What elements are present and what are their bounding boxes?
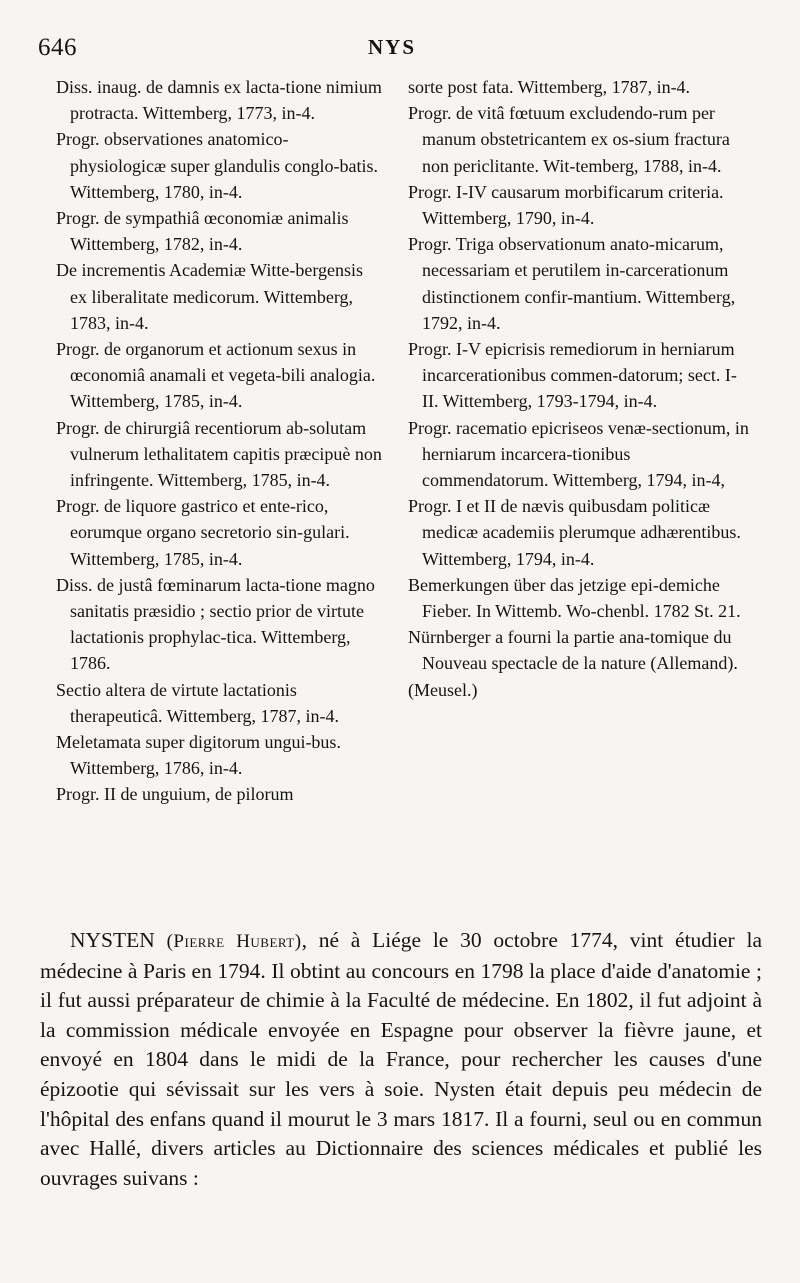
biography-entry [40, 926, 762, 1193]
bibliography-entry: Progr. Triga observationum anato-micarum, necessariam et perutilem in-carcerationum distinctionem confir-mantium. Wittemberg, 1792, in-4. [408, 234, 736, 333]
bibliography-entry: Progr. observationes anatomico-physiologicæ super glandulis conglo-batis. Wittemberg, 1780, in-4. [56, 129, 378, 202]
entry-text: , né à Liége le 30 octobre 1774, vint étudier la médecine à Paris en 1794. Il obtint au concours en 1798 la place d'aide d'anatomie ; il fut aussi préparateur de chimie à la Faculté de médecine. En 1802, il fut adjoint à la commission médicale envoyée en Espagne pour observer la fièvre jaune, et envoyé en 1804 dans le midi de la France, pour rechercher les causes d'une épizootie qui sévissait sur les vers à soie. Nysten était depuis peu médecin de l'hôpital des enfans quand il mourut le 3 mars 1817. Il a fourni, seul ou en commun avec Hallé, divers articles au Dictionnaire des sciences médicales et publié les ouvrages suivans : [40, 928, 763, 1190]
bibliography-entry: Progr. de vitâ fœtuum excludendo-rum per manum obstetricantem ex os-sium fractura non periclitante. Wit-temberg, 1788, in-4. [408, 103, 730, 176]
bibliography-entry: Progr. I-V epicrisis remediorum in herniarum incarcerationibus commen-datorum; sect. I-II. Wittemberg, 1793-1794, in-4. [408, 339, 737, 412]
bibliography-entry: Progr. de organorum et actionum sexus in œconomiâ anamali et vegeta-bili analogia. Wittemberg, 1785, in-4. [56, 339, 376, 412]
bibliography-entry: Meletamata super digitorum ungui-bus. Wittemberg, 1786, in-4. [56, 732, 341, 779]
bibliography-entry: Progr. racematio epicriseos venæ-sectionum, in herniarum incarcera-tionibus commendatorum. Wittemberg, 1794, in-4, [408, 417, 749, 491]
bibliography-entry: Progr. de sympathiâ œconomiæ animalis Wittemberg, 1782, in-4. [56, 208, 349, 255]
entry-given-names: (Pierre Hubert) [166, 931, 302, 952]
source-citation: (Meusel.) [408, 679, 478, 700]
bibliography-entry: De incrementis Academiæ Witte-bergensis ex liberalitate medicorum. Wittemberg, 1783, in-4. [56, 260, 364, 333]
bibliography-entry: Progr. de liquore gastrico et ente-rico, eorumque organo secretorio sin-gulari. Wittemberg, 1785, in-4. [56, 496, 350, 569]
bibliography-entry: sorte post fata. Wittemberg, 1787, in-4. [408, 77, 691, 97]
bibliography-entry: Progr. de chirurgiâ recentiorum ab-solutam vulnerum lethalitatem capitis præcipuè non infringente. Wittemberg, 1785, in-4. [56, 417, 382, 491]
page-number: 646 [38, 34, 77, 61]
bibliography-entry: Bemerkungen über das jetzige epi-demiche Fieber. In Wittemb. Wo-chenbl. 1782 St. 21. [408, 574, 741, 622]
bibliography-entry: Progr. I-IV causarum morbificarum criteria. Wittemberg, 1790, in-4. [408, 181, 724, 229]
entry-headword: NYSTEN [70, 928, 155, 952]
bibliography-entry: Sectio altera de virtute lactationis therapeuticâ. Wittemberg, 1787, in-4. [56, 679, 340, 726]
bibliography-entry: Diss. de justâ fœminarum lacta-tione magno sanitatis præsidio ; sectio prior de virtute lactationis prophylac-tica. Wittemberg, 1786. [56, 574, 375, 674]
bibliography-entry: Progr. II de unguium, de pilorum [56, 784, 294, 805]
right-column [408, 74, 750, 703]
running-title: NYS [368, 35, 417, 59]
page-header [38, 34, 778, 66]
bibliography-entry: Nürnberger a fourni la partie ana-tomique du Nouveau spectacle de la nature (Allemand). [408, 627, 738, 674]
bibliography-entry: Progr. I et II de nævis quibusdam politicæ medicæ academiis plerumque adhærentibus. Wittemberg, 1794, in-4. [408, 496, 741, 569]
bibliography-entry: Diss. inaug. de damnis ex lacta-tione nimium protracta. Wittemberg, 1773, in-4. [56, 77, 382, 124]
left-column [56, 74, 382, 808]
